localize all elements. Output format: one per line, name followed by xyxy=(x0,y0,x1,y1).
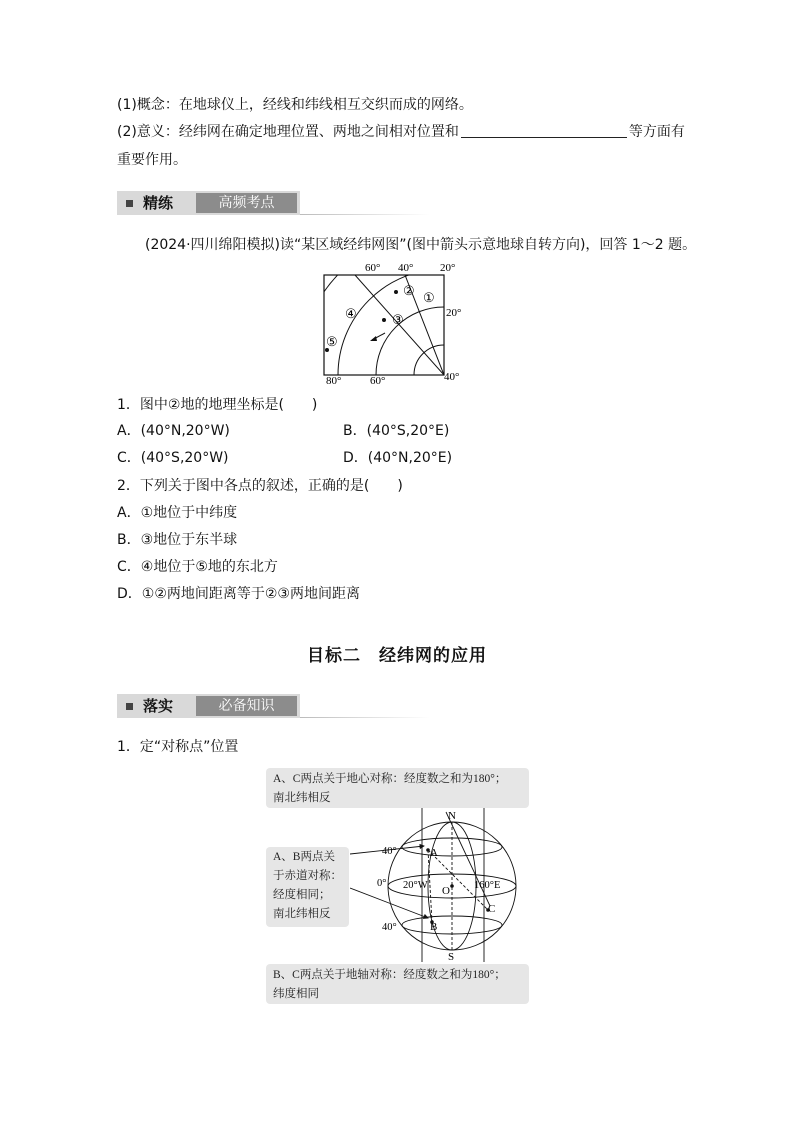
practice-tag-sub: 高频考点 xyxy=(196,193,297,213)
lat-equator-label: 0° xyxy=(377,878,387,889)
question-2-option-b[interactable]: B．③地位于东半球 xyxy=(117,532,238,548)
practice-tag-label: 精练 xyxy=(143,194,174,212)
latitude-arc xyxy=(310,258,470,388)
question-1-option-c[interactable]: C．(40°S,20°W) xyxy=(117,450,229,466)
knowledge-tag-sub: 必备知识 xyxy=(196,696,297,716)
lat-label: 40° xyxy=(444,371,460,383)
square-icon xyxy=(126,703,133,710)
lon-label: 60° xyxy=(370,375,386,387)
callout-ab-line: A、B两点关 xyxy=(273,851,335,863)
concept-meaning-end: 重要作用。 xyxy=(117,152,187,168)
callout-ab-line: 于赤道对称： xyxy=(273,870,342,882)
lon-west-label: 20°W xyxy=(403,880,428,891)
lon-label: 80° xyxy=(326,375,342,387)
point-label: ⑤ xyxy=(326,334,338,349)
callout-bc-line1: B、C两点关于地轴对称：经度数之和为180°； xyxy=(273,969,506,981)
lat-label: 20° xyxy=(446,307,462,319)
south-label: S xyxy=(448,951,455,963)
north-label: N xyxy=(448,810,456,822)
point-b-label: B xyxy=(430,921,438,933)
square-icon xyxy=(126,200,133,207)
question-1-option-a[interactable]: A．(40°N,20°W) xyxy=(117,423,230,439)
question-2-stem: 2．下列关于图中各点的叙述，正确的是( ) xyxy=(117,478,403,494)
point-label: ② xyxy=(403,283,415,298)
question-2-option-c[interactable]: C．④地位于⑤地的东北方 xyxy=(117,559,278,575)
callout-ac xyxy=(266,768,529,808)
divider xyxy=(300,214,430,215)
knowledge-tag-label: 落实 xyxy=(143,697,174,715)
callout-bc xyxy=(266,964,529,1004)
lon-label: 60° xyxy=(365,262,381,274)
pointer-arrow xyxy=(350,888,428,918)
question-1-stem: 1．图中②地的地理坐标是( ) xyxy=(117,397,318,413)
question-1-option-d[interactable]: D．(40°N,20°E) xyxy=(343,450,453,466)
callout-ac-line1: A、C两点关于地心对称：经度数之和为180°； xyxy=(273,773,507,785)
point-dot xyxy=(394,290,398,294)
divider xyxy=(300,717,430,718)
callout-bc-line2: 纬度相同 xyxy=(273,988,319,1000)
point-label: ④ xyxy=(345,306,357,321)
point-c-label: C xyxy=(488,903,496,915)
question-2-option-d[interactable]: D．①②两地间距离等于②③两地间距离 xyxy=(117,586,360,602)
lon-east-label: 160°E xyxy=(474,880,501,891)
lon-label: 20° xyxy=(440,262,456,274)
callout-ab-line: 南北纬相反 xyxy=(273,908,331,920)
callout-ab-line: 经度相同； xyxy=(273,889,331,901)
concept-definition: (1)概念：在地球仪上，经线和纬线相互交织而成的网络。 xyxy=(117,97,473,113)
answer-blank[interactable] xyxy=(461,123,627,138)
callout-ac-line2: 南北纬相反 xyxy=(273,792,331,804)
center-label: O xyxy=(442,885,450,897)
point-label: ① xyxy=(423,290,435,305)
concept-meaning-text: (2)意义：经纬网在确定地理位置、两地之间相对位置和 xyxy=(117,124,459,140)
pointer-line xyxy=(446,812,490,906)
lon-label: 40° xyxy=(398,262,414,274)
globe-diagram xyxy=(350,806,530,964)
concept-meaning xyxy=(117,122,685,142)
point-dot xyxy=(382,318,386,322)
lat-bottom-label: 40° xyxy=(382,922,397,933)
knowledge-tag xyxy=(117,694,300,718)
concept-meaning-suffix: 等方面有 xyxy=(628,124,685,140)
practice-tag xyxy=(117,191,300,215)
item-1-title: 1．定“对称点”位置 xyxy=(117,739,239,755)
lat-lon-grid-map xyxy=(310,258,470,388)
center-dot xyxy=(450,884,454,888)
point-label: ③ xyxy=(392,312,404,327)
point-a-label: A xyxy=(430,847,438,859)
section-heading: 目标二 经纬网的应用 xyxy=(307,646,487,666)
question-1-option-b[interactable]: B．(40°S,20°E) xyxy=(343,423,450,439)
callout-ab xyxy=(266,847,349,927)
question-intro: (2024·四川绵阳模拟)读“某区域经纬网图”(图中箭头示意地球自转方向)，回答 1～2 题。 xyxy=(145,237,697,253)
lat-top-label: 40° xyxy=(382,846,397,857)
arrow-head-icon xyxy=(370,336,377,341)
question-2-option-a[interactable]: A．①地位于中纬度 xyxy=(117,505,238,521)
